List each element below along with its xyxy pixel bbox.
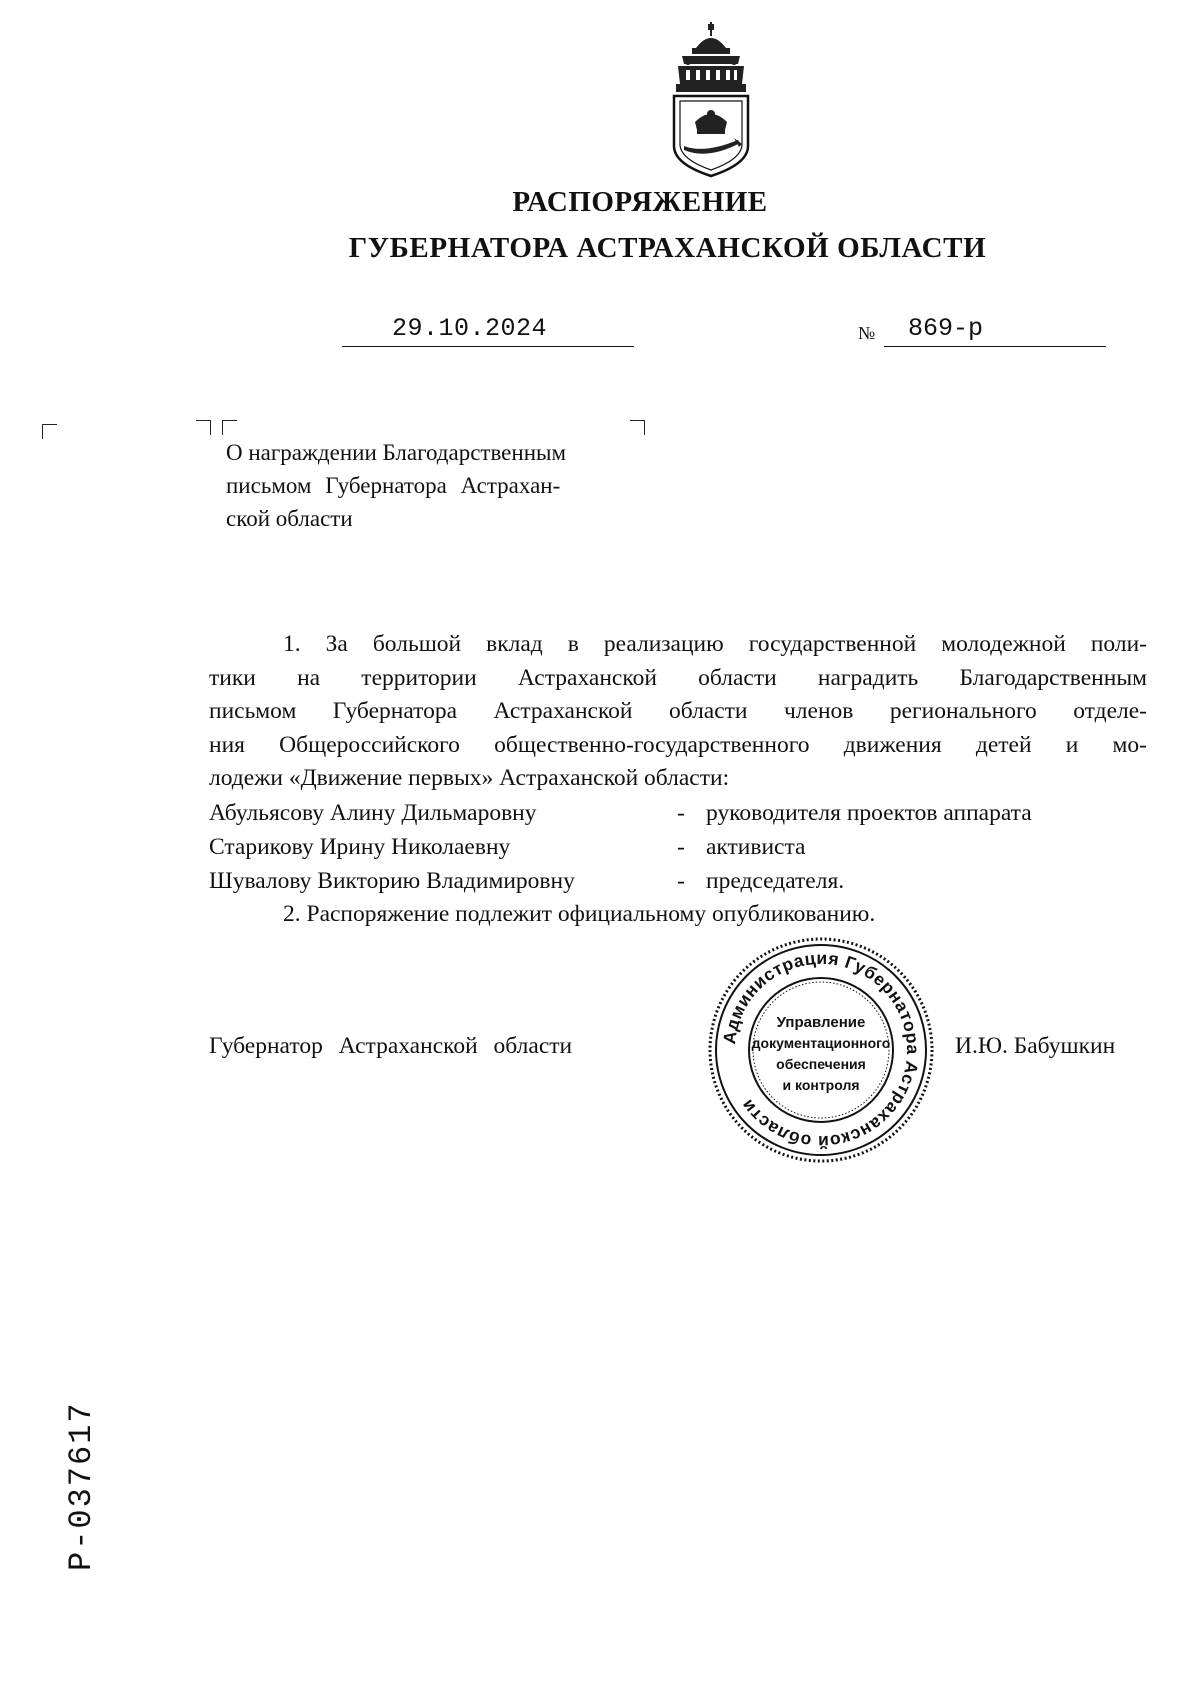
awardee-dash: - [677, 800, 685, 826]
official-stamp [706, 935, 936, 1165]
paragraph-line: тики на территории Астраханской области наградить Благодарственным [209, 664, 1147, 691]
subject-corner-mark-right [630, 420, 645, 435]
subject-corner-mark-left-outer [196, 420, 211, 435]
document-title: РАСПОРЯЖЕНИЕ [512, 186, 768, 218]
document-date: 29.10.2024 [392, 314, 548, 343]
subject-line: письмом Губернатора Астрахан- [226, 473, 561, 498]
coat-of-arms-emblem [668, 22, 754, 178]
paragraph-line: лодежи «Движение первых» Астраханской области: [209, 765, 730, 791]
awardee-role: руководителя проектов аппарата [706, 800, 1032, 826]
document-issuer: ГУБЕРНАТОРА АСТРАХАНСКОЙ ОБЛАСТИ [348, 232, 987, 264]
signatory-position: Губернатор Астраханской области [209, 1033, 573, 1059]
registration-number-text: Р-037617 [63, 1401, 100, 1571]
awardee-role: активиста [706, 834, 806, 860]
document-number: 869-р [908, 314, 984, 343]
awardee-name: Шувалову Викторию Владимировну [209, 868, 575, 894]
awardee-name: Старикову Ирину Николаевну [209, 834, 511, 860]
awardee-name: Абульясову Алину Дильмаровну [209, 800, 537, 826]
paragraph-1 [209, 628, 1147, 796]
awardee-row [209, 830, 1147, 864]
margin-corner-mark [42, 424, 57, 439]
registration-number [18, 1385, 128, 1575]
paragraph-line: письмом Губернатора Астраханской области членов регионального отделе- [209, 698, 1147, 724]
stamp-ring-text: Администрация Губернатора Астраханской области [719, 947, 924, 1153]
stamp-center-line: документационного [751, 1035, 891, 1051]
subject-block [226, 436, 646, 535]
subject-line: О награждении Благодарственным [226, 440, 567, 465]
subject-line: ской области [226, 506, 353, 531]
stamp-center-line: и контроля [782, 1077, 860, 1093]
awardee-role: председателя. [706, 868, 845, 894]
awardee-dash: - [677, 834, 685, 860]
paragraph-2: 2. Распоряжение подлежит официальному опубликованию. [283, 901, 876, 927]
number-sign: № [858, 323, 876, 343]
awardees-list [209, 796, 1147, 898]
subject-corner-mark-left-inner [222, 420, 237, 435]
awardee-dash: - [677, 868, 685, 894]
awardee-row [209, 796, 1147, 830]
stamp-center-line: Управление [776, 1014, 866, 1031]
stamp-center-line: обеспечения [776, 1056, 866, 1072]
signatory-name: И.Ю. Бабушкин [955, 1033, 1116, 1059]
paragraph-line: ния Общероссийского общественно-государственного движения детей и мо- [209, 731, 1147, 758]
awardee-row [209, 864, 1147, 898]
paragraph-line: 1. За большой вклад в реализацию государственной молодежной поли- [283, 631, 1147, 657]
